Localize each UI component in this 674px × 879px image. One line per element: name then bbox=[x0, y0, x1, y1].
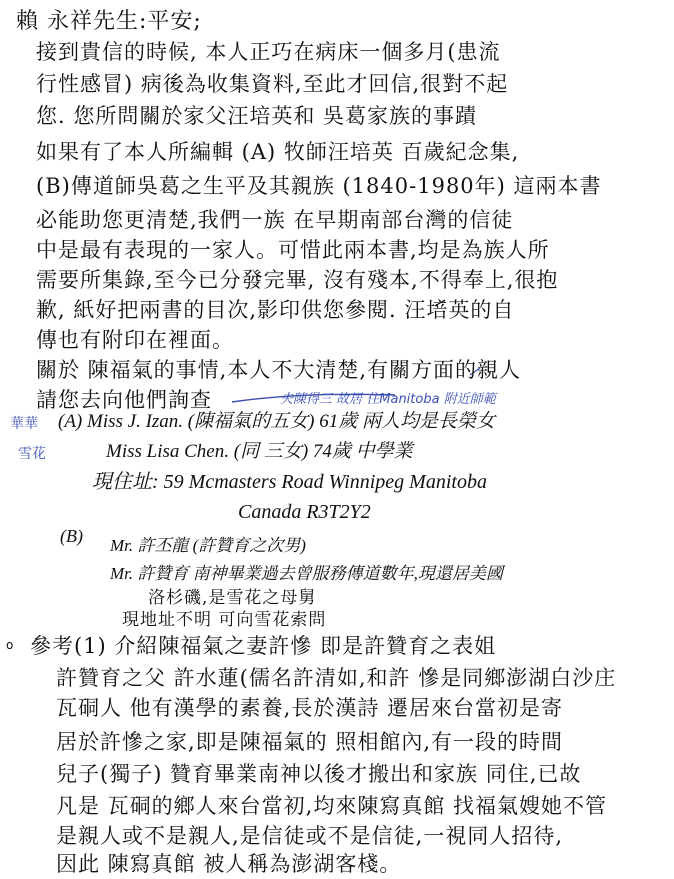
body-line-8: 需要所集錄,至今已分發完畢, 沒有殘本,不得奉上,很抱 bbox=[36, 268, 559, 292]
entry-b-line-4: 現地址不明 可向雪花索問 bbox=[122, 610, 327, 630]
body-line-9: 歉, 紙好把兩書的目次,影印供您參閱. 汪培英的自 bbox=[36, 298, 515, 322]
entry-b-label: (B) bbox=[60, 526, 83, 546]
ref-line-5: 兒子(獨子) 贊育畢業南神以後才搬出和家族 同住,已故 bbox=[56, 762, 582, 786]
ref-line-3: 瓦硐人 他有漢學的素養,長於漢詩 遷居來台當初是寄 bbox=[56, 696, 564, 720]
ref-line-8: 因此 陳寫真館 被人稱為澎湖客棧。 bbox=[56, 852, 402, 876]
bullet-mark: o bbox=[6, 638, 14, 652]
body-line-12: 請您去向他們詢查 bbox=[36, 388, 212, 412]
body-line-6: 必能助您更清楚,我們一族 在早期南部台灣的信徒 bbox=[36, 208, 514, 232]
body-line-4: 如果有了本人所編輯 (A) 牧師汪培英 百歲紀念集, bbox=[36, 140, 520, 164]
address-line-2: Canada R3T2Y2 bbox=[238, 501, 371, 523]
entry-a-line-2: Miss Lisa Chen. (同 三女) 74歲 中學業 bbox=[106, 441, 413, 462]
salutation: 賴 永祥先生:平安; bbox=[16, 9, 202, 34]
body-line-11: 關於 陳福氣的事情,本人不大清楚,有關方面的親人 bbox=[36, 358, 522, 382]
body-line-1: 接到貴信的時候, 本人正巧在病床一個多月(患流 bbox=[36, 40, 501, 64]
margin-note-b: 雪花 bbox=[18, 446, 46, 462]
body-line-10: 傳也有附印在裡面。 bbox=[36, 328, 234, 352]
ref-line-4: 居於許慘之家,即是陳福氣的 照相館內,有一段的時間 bbox=[56, 730, 564, 754]
entry-b-line-1: Mr. 許丕龍 (許贊育之次男) bbox=[110, 536, 306, 555]
entry-a-line-1: (A) Miss J. Izan. (陳福氣的五女) 61歲 兩人均是長榮女 bbox=[58, 411, 495, 432]
body-line-2: 行性感冒) 病後為收集資料,至此才回信,很對不起 bbox=[36, 72, 509, 96]
body-line-5: (B)傳道師吳葛之生平及其親族 (1840-1980年) 這兩本書 bbox=[36, 174, 602, 198]
ref-line-2: 許贊育之父 許水蓮(儒名許清如,和許 慘是同鄉澎湖白沙庄 bbox=[56, 666, 617, 690]
inserted-note: 夫陳得三 故居 住Manitoba 附近師範 bbox=[280, 392, 496, 407]
ref-line-7: 是親人或不是親人,是信徒或不是信徒,一視同人招待, bbox=[56, 824, 564, 848]
body-line-7: 中是最有表現的一家人。可惜此兩本書,均是為族人所 bbox=[36, 238, 550, 262]
body-line-3: 您. 您所問關於家父汪培英和 吳葛家族的事蹟 bbox=[36, 104, 478, 128]
ref-line-1: 參考(1) 介紹陳福氣之妻許慘 即是許贊育之表姐 bbox=[30, 634, 497, 658]
entry-b-line-3: 洛杉磯,是雪花之母舅 bbox=[148, 588, 317, 608]
margin-note-a: 華華 bbox=[10, 416, 38, 432]
ref-line-6: 凡是 瓦硐的鄉人來台當初,均來陳寫真館 找福氣嫂她不管 bbox=[56, 794, 608, 818]
address-line-1: 現住址: 59 Mcmasters Road Winnipeg Manitoba bbox=[92, 471, 487, 493]
entry-b-line-2: Mr. 許贊育 南神畢業過去曾服務傳道數年,現還居美國 bbox=[110, 564, 503, 583]
